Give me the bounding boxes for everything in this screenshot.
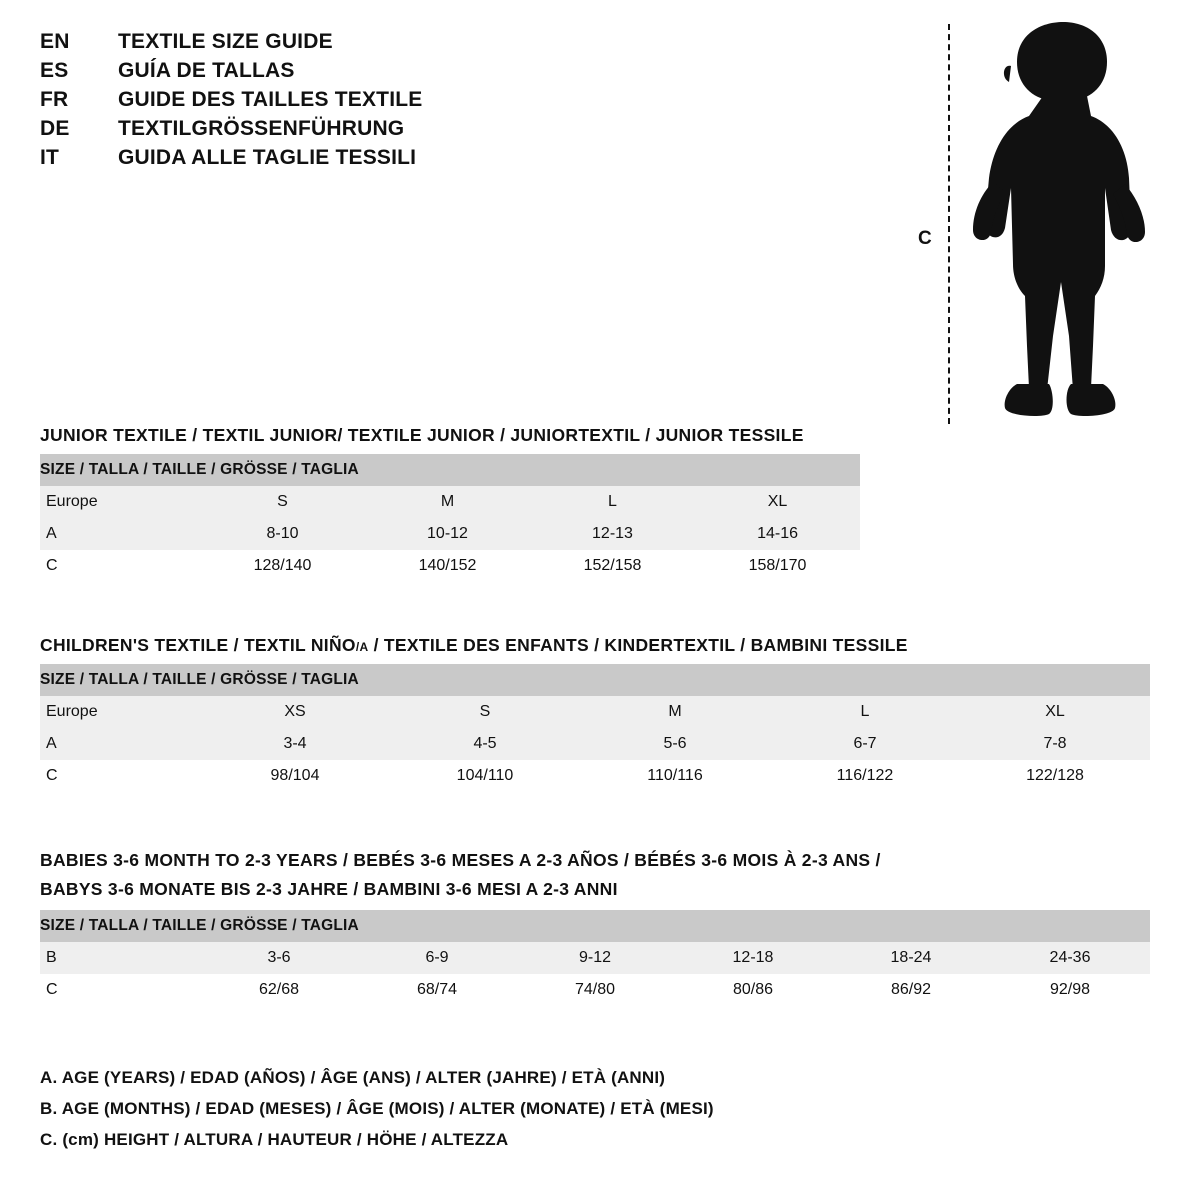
babies-row-c-label: C [40, 974, 200, 1006]
table-babies [40, 910, 1150, 1006]
babies-row-c-v4: 80/86 [674, 974, 832, 1006]
section-junior [40, 425, 1160, 582]
children-row-a-v1: 3-4 [200, 728, 390, 760]
junior-row-c-v3: 152/158 [530, 550, 695, 582]
language-row-it [40, 146, 600, 175]
section-children-title [40, 635, 1160, 656]
children-row-a-v5: 7-8 [960, 728, 1150, 760]
language-code-it: IT [40, 146, 60, 169]
babies-row-b-v2: 6-9 [358, 942, 516, 974]
children-size-xs: XS [200, 696, 390, 728]
junior-size-s: S [200, 486, 365, 518]
children-size-xl: XL [960, 696, 1150, 728]
language-title-block [40, 30, 600, 175]
language-title-es: GUÍA DE TALLAS [118, 59, 295, 82]
legend-line-a: A. AGE (YEARS) / EDAD (AÑOS) / ÂGE (ANS) / ALTER (JAHRE) / ETÀ (ANNI) [40, 1068, 666, 1087]
language-code-de: DE [40, 117, 70, 140]
table-row [40, 454, 860, 486]
table-row [40, 942, 1150, 974]
babies-row-b-v3: 9-12 [516, 942, 674, 974]
table-row [40, 696, 1150, 728]
language-title-en: TEXTILE SIZE GUIDE [118, 30, 333, 53]
babies-size-band: SIZE / TALLA / TAILLE / GRÖSSE / TAGLIA [40, 910, 1150, 942]
language-row-es [40, 59, 600, 88]
table-row [40, 486, 860, 518]
height-dashed-line [948, 24, 950, 424]
babies-row-c-v5: 86/92 [832, 974, 990, 1006]
language-code-es: ES [40, 59, 69, 82]
legend-line-b: B. AGE (MONTHS) / EDAD (MESES) / ÂGE (MOIS) / ALTER (MONATE) / ETÀ (MESI) [40, 1099, 714, 1118]
babies-row-b-label: B [40, 942, 200, 974]
height-measure-label: C [918, 228, 932, 249]
children-row-c-v3: 110/116 [580, 760, 770, 792]
junior-row-a-label: A [40, 518, 200, 550]
language-row-fr [40, 88, 600, 117]
language-title-it: GUIDA ALLE TAGLIE TESSILI [118, 146, 417, 169]
children-row-a-label: A [40, 728, 200, 760]
children-title-before: CHILDREN'S TEXTILE / TEXTIL NIÑO [40, 635, 356, 655]
babies-row-b-v1: 3-6 [200, 942, 358, 974]
table-row [40, 550, 860, 582]
children-title-sub: /A [355, 640, 369, 654]
babies-row-b-v5: 18-24 [832, 942, 990, 974]
children-row-c-v5: 122/128 [960, 760, 1150, 792]
children-row-a-v4: 6-7 [770, 728, 960, 760]
children-region-label: Europe [40, 696, 200, 728]
section-junior-title: JUNIOR TEXTILE / TEXTIL JUNIOR/ TEXTILE JUNIOR / JUNIORTEXTIL / JUNIOR TESSILE [40, 425, 804, 445]
table-row [40, 760, 1150, 792]
toddler-silhouette-icon [955, 16, 1155, 426]
table-row [40, 664, 1150, 696]
junior-row-a-v3: 12-13 [530, 518, 695, 550]
legend-line-c: C. (cm) HEIGHT / ALTURA / HAUTEUR / HÖHE / ALTEZZA [40, 1130, 509, 1149]
language-title-de: TEXTILGRÖSSENFÜHRUNG [118, 117, 405, 140]
junior-size-xl: XL [695, 486, 860, 518]
junior-row-c-v4: 158/170 [695, 550, 860, 582]
table-row [40, 910, 1150, 942]
table-junior [40, 454, 860, 582]
language-row-en [40, 30, 600, 59]
section-babies-title-line1: BABIES 3-6 MONTH TO 2-3 YEARS / BEBÉS 3-6 MESES A 2-3 AÑOS / BÉBÉS 3-6 MOIS À 2-3 ANS / [40, 850, 881, 870]
babies-row-c-v3: 74/80 [516, 974, 674, 1006]
junior-size-band: SIZE / TALLA / TAILLE / GRÖSSE / TAGLIA [40, 454, 860, 486]
junior-region-label: Europe [40, 486, 200, 518]
children-title-after: / TEXTILE DES ENFANTS / KINDERTEXTIL / BAMBINI TESSILE [368, 635, 908, 655]
junior-row-c-v1: 128/140 [200, 550, 365, 582]
children-size-band: SIZE / TALLA / TAILLE / GRÖSSE / TAGLIA [40, 664, 1150, 696]
junior-row-a-v4: 14-16 [695, 518, 860, 550]
junior-size-m: M [365, 486, 530, 518]
junior-row-a-v2: 10-12 [365, 518, 530, 550]
children-size-m: M [580, 696, 770, 728]
children-size-l: L [770, 696, 960, 728]
babies-row-c-v6: 92/98 [990, 974, 1150, 1006]
junior-row-a-v1: 8-10 [200, 518, 365, 550]
children-row-a-v2: 4-5 [390, 728, 580, 760]
table-row [40, 728, 1150, 760]
section-children [40, 635, 1160, 792]
language-code-fr: FR [40, 88, 69, 111]
children-row-c-label: C [40, 760, 200, 792]
junior-row-c-label: C [40, 550, 200, 582]
babies-row-b-v4: 12-18 [674, 942, 832, 974]
child-figure-area [900, 10, 1160, 430]
children-row-c-v4: 116/122 [770, 760, 960, 792]
section-babies [40, 850, 1160, 1006]
children-size-s: S [390, 696, 580, 728]
junior-row-c-v2: 140/152 [365, 550, 530, 582]
table-row [40, 518, 860, 550]
table-row [40, 974, 1150, 1006]
language-code-en: EN [40, 30, 70, 53]
children-row-a-v3: 5-6 [580, 728, 770, 760]
section-babies-title-line2: BABYS 3-6 MONATE BIS 2-3 JAHRE / BAMBINI 3-6 MESI A 2-3 ANNI [40, 879, 618, 899]
children-row-c-v1: 98/104 [200, 760, 390, 792]
babies-row-b-v6: 24-36 [990, 942, 1150, 974]
table-children [40, 664, 1150, 792]
language-row-de [40, 117, 600, 146]
children-row-c-v2: 104/110 [390, 760, 580, 792]
babies-row-c-v1: 62/68 [200, 974, 358, 1006]
babies-row-c-v2: 68/74 [358, 974, 516, 1006]
language-title-fr: GUIDE DES TAILLES TEXTILE [118, 88, 423, 111]
legend-block [40, 1068, 1140, 1161]
junior-size-l: L [530, 486, 695, 518]
